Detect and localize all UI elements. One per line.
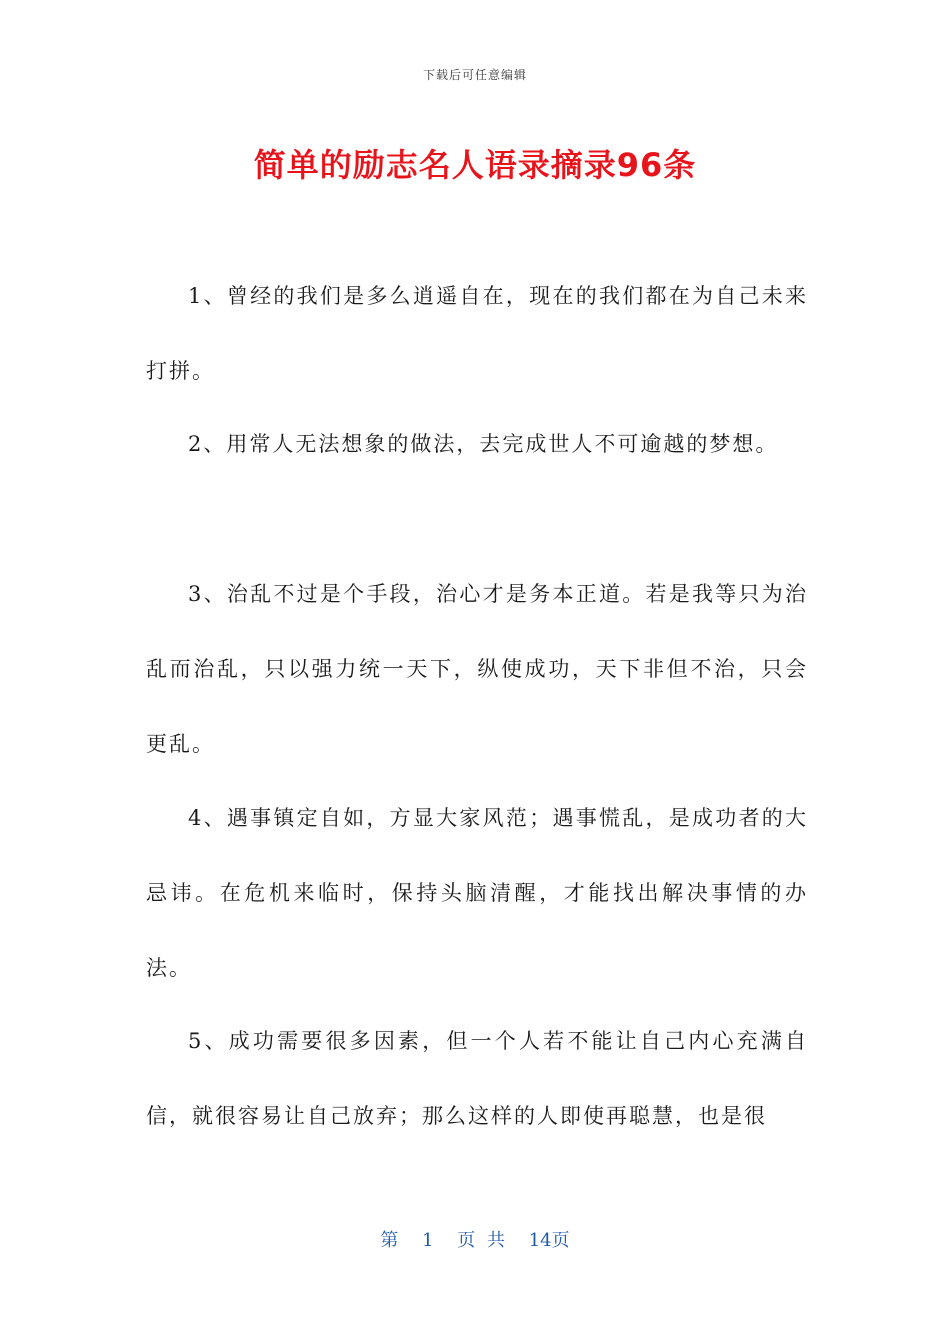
- paragraph-3: [146, 557, 808, 782]
- paragraph-text: 4、遇事镇定自如，方显大家风范；遇事慌乱，是成功者的大忌讳。在危机来临时，保持头脑清醒，才能找出解决事情的办法。: [146, 806, 808, 980]
- footer-total: 14页: [528, 1230, 570, 1251]
- paragraph-2: [146, 407, 808, 482]
- page-number-footer: [0, 1226, 950, 1252]
- paragraph-text: 1、曾经的我们是多么逍遥自在，现在的我们都在为自己未来打拼。: [146, 284, 808, 383]
- paragraph-text: 5、成功需要很多因素，但一个人若不能让自己内心充满自信，就很容易让自己放弃；那么这样的人即使再聪慧，也是很: [146, 1029, 808, 1128]
- paragraph-1: [146, 259, 808, 409]
- paragraph-text: 3、治乱不过是个手段，治心才是务本正道。若是我等只为治乱而治乱，只以强力统一天下，纵使成功，天下非但不治，只会更乱。: [146, 582, 808, 756]
- footer-mid: 页 共: [457, 1230, 505, 1251]
- footer-page-number: 1: [422, 1230, 434, 1251]
- header-note: 下载后可任意编辑: [422, 68, 527, 82]
- footer-prefix: 第: [380, 1230, 399, 1251]
- paragraph-5: [146, 1004, 808, 1154]
- paragraph-text: 2、用常人无法想象的做法，去完成世人不可逾越的梦想。: [188, 432, 779, 456]
- document-title: 简单的励志名人语录摘录96条: [253, 146, 697, 184]
- paragraph-4: [146, 781, 808, 1006]
